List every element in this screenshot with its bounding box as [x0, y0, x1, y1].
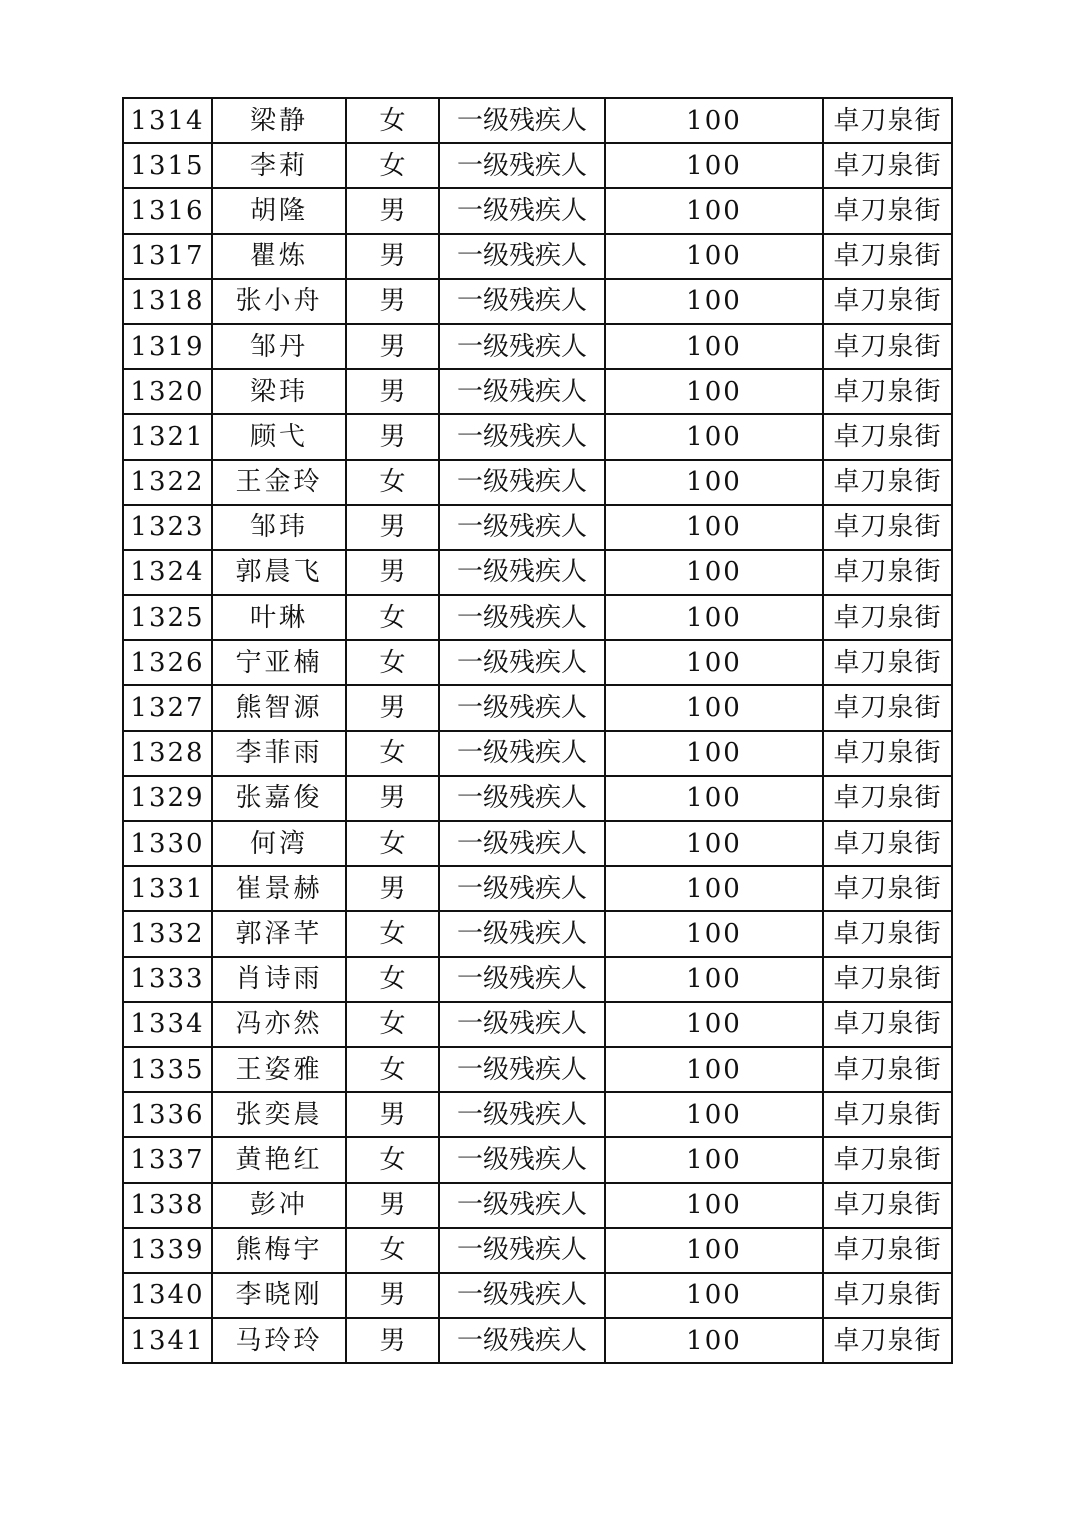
disability-level-cell: 一级残疾人: [439, 460, 605, 505]
table-row: [123, 1092, 952, 1137]
street-cell: 卓刀泉街: [823, 505, 952, 550]
table-row: [123, 460, 952, 505]
table-row: [123, 1318, 952, 1363]
disability-level-cell: 一级残疾人: [439, 1318, 605, 1363]
serial-number-cell: 1315: [123, 143, 212, 188]
gender-cell: 女: [346, 640, 439, 685]
serial-number-cell: 1331: [123, 866, 212, 911]
gender-cell: 男: [346, 505, 439, 550]
gender-cell: 女: [346, 957, 439, 1002]
table-row: [123, 957, 952, 1002]
disability-level-cell: 一级残疾人: [439, 1092, 605, 1137]
gender-cell: 女: [346, 911, 439, 956]
serial-number-cell: 1332: [123, 911, 212, 956]
serial-number-cell: 1340: [123, 1273, 212, 1318]
name-cell: 邹玮: [212, 505, 346, 550]
name-cell: 李菲雨: [212, 731, 346, 776]
gender-cell: 男: [346, 550, 439, 595]
serial-number-cell: 1329: [123, 776, 212, 821]
street-cell: 卓刀泉街: [823, 1047, 952, 1092]
gender-cell: 男: [346, 1092, 439, 1137]
serial-number-cell: 1318: [123, 279, 212, 324]
amount-cell: 100: [605, 369, 823, 414]
name-cell: 宁亚楠: [212, 640, 346, 685]
serial-number-cell: 1334: [123, 1002, 212, 1047]
disability-level-cell: 一级残疾人: [439, 731, 605, 776]
name-cell: 胡隆: [212, 188, 346, 233]
table-row: [123, 911, 952, 956]
table-row: [123, 143, 952, 188]
gender-cell: 女: [346, 460, 439, 505]
serial-number-cell: 1316: [123, 188, 212, 233]
serial-number-cell: 1330: [123, 821, 212, 866]
gender-cell: 女: [346, 1002, 439, 1047]
serial-number-cell: 1320: [123, 369, 212, 414]
name-cell: 张小舟: [212, 279, 346, 324]
table-row: [123, 369, 952, 414]
gender-cell: 女: [346, 731, 439, 776]
street-cell: 卓刀泉街: [823, 731, 952, 776]
table-row: [123, 776, 952, 821]
disability-level-cell: 一级残疾人: [439, 1228, 605, 1273]
disability-level-cell: 一级残疾人: [439, 866, 605, 911]
amount-cell: 100: [605, 685, 823, 730]
street-cell: 卓刀泉街: [823, 188, 952, 233]
name-cell: 张嘉俊: [212, 776, 346, 821]
amount-cell: 100: [605, 595, 823, 640]
gender-cell: 男: [346, 1318, 439, 1363]
table-row: [123, 414, 952, 459]
serial-number-cell: 1327: [123, 685, 212, 730]
subsidy-roster-table: [122, 97, 953, 1364]
disability-level-cell: 一级残疾人: [439, 911, 605, 956]
disability-level-cell: 一级残疾人: [439, 1183, 605, 1228]
serial-number-cell: 1338: [123, 1183, 212, 1228]
name-cell: 马玲玲: [212, 1318, 346, 1363]
street-cell: 卓刀泉街: [823, 640, 952, 685]
disability-level-cell: 一级残疾人: [439, 505, 605, 550]
street-cell: 卓刀泉街: [823, 550, 952, 595]
amount-cell: 100: [605, 1183, 823, 1228]
amount-cell: 100: [605, 98, 823, 143]
name-cell: 熊智源: [212, 685, 346, 730]
table-row: [123, 595, 952, 640]
disability-level-cell: 一级残疾人: [439, 324, 605, 369]
gender-cell: 女: [346, 595, 439, 640]
disability-level-cell: 一级残疾人: [439, 640, 605, 685]
serial-number-cell: 1326: [123, 640, 212, 685]
amount-cell: 100: [605, 550, 823, 595]
name-cell: 李莉: [212, 143, 346, 188]
amount-cell: 100: [605, 1002, 823, 1047]
name-cell: 梁玮: [212, 369, 346, 414]
name-cell: 郭泽芊: [212, 911, 346, 956]
gender-cell: 女: [346, 1137, 439, 1182]
name-cell: 李晓刚: [212, 1273, 346, 1318]
serial-number-cell: 1322: [123, 460, 212, 505]
name-cell: 王姿雅: [212, 1047, 346, 1092]
amount-cell: 100: [605, 1228, 823, 1273]
table-row: [123, 324, 952, 369]
amount-cell: 100: [605, 866, 823, 911]
table-row: [123, 640, 952, 685]
amount-cell: 100: [605, 957, 823, 1002]
gender-cell: 男: [346, 866, 439, 911]
street-cell: 卓刀泉街: [823, 1273, 952, 1318]
amount-cell: 100: [605, 640, 823, 685]
disability-level-cell: 一级残疾人: [439, 1002, 605, 1047]
name-cell: 崔景赫: [212, 866, 346, 911]
street-cell: 卓刀泉街: [823, 595, 952, 640]
table-row: [123, 1002, 952, 1047]
name-cell: 肖诗雨: [212, 957, 346, 1002]
amount-cell: 100: [605, 324, 823, 369]
street-cell: 卓刀泉街: [823, 1137, 952, 1182]
name-cell: 彭冲: [212, 1183, 346, 1228]
gender-cell: 男: [346, 776, 439, 821]
street-cell: 卓刀泉街: [823, 1228, 952, 1273]
table-row: [123, 98, 952, 143]
table-row: [123, 188, 952, 233]
gender-cell: 男: [346, 279, 439, 324]
street-cell: 卓刀泉街: [823, 143, 952, 188]
serial-number-cell: 1324: [123, 550, 212, 595]
street-cell: 卓刀泉街: [823, 234, 952, 279]
amount-cell: 100: [605, 911, 823, 956]
serial-number-cell: 1314: [123, 98, 212, 143]
table-row: [123, 1047, 952, 1092]
name-cell: 冯亦然: [212, 1002, 346, 1047]
street-cell: 卓刀泉街: [823, 866, 952, 911]
serial-number-cell: 1317: [123, 234, 212, 279]
disability-level-cell: 一级残疾人: [439, 776, 605, 821]
table-row: [123, 1273, 952, 1318]
table-row: [123, 234, 952, 279]
amount-cell: 100: [605, 731, 823, 776]
name-cell: 梁静: [212, 98, 346, 143]
street-cell: 卓刀泉街: [823, 821, 952, 866]
name-cell: 邹丹: [212, 324, 346, 369]
street-cell: 卓刀泉街: [823, 98, 952, 143]
table-body: [123, 98, 952, 1363]
amount-cell: 100: [605, 143, 823, 188]
amount-cell: 100: [605, 414, 823, 459]
disability-level-cell: 一级残疾人: [439, 143, 605, 188]
amount-cell: 100: [605, 1092, 823, 1137]
serial-number-cell: 1328: [123, 731, 212, 776]
gender-cell: 男: [346, 234, 439, 279]
serial-number-cell: 1335: [123, 1047, 212, 1092]
name-cell: 叶琳: [212, 595, 346, 640]
disability-level-cell: 一级残疾人: [439, 957, 605, 1002]
amount-cell: 100: [605, 1047, 823, 1092]
name-cell: 黄艳红: [212, 1137, 346, 1182]
amount-cell: 100: [605, 505, 823, 550]
table-row: [123, 866, 952, 911]
name-cell: 何湾: [212, 821, 346, 866]
gender-cell: 男: [346, 1183, 439, 1228]
street-cell: 卓刀泉街: [823, 1318, 952, 1363]
disability-level-cell: 一级残疾人: [439, 595, 605, 640]
street-cell: 卓刀泉街: [823, 279, 952, 324]
gender-cell: 男: [346, 369, 439, 414]
serial-number-cell: 1325: [123, 595, 212, 640]
gender-cell: 男: [346, 1273, 439, 1318]
disability-level-cell: 一级残疾人: [439, 98, 605, 143]
amount-cell: 100: [605, 1137, 823, 1182]
serial-number-cell: 1319: [123, 324, 212, 369]
street-cell: 卓刀泉街: [823, 1092, 952, 1137]
gender-cell: 女: [346, 143, 439, 188]
name-cell: 瞿炼: [212, 234, 346, 279]
disability-level-cell: 一级残疾人: [439, 550, 605, 595]
gender-cell: 女: [346, 821, 439, 866]
disability-level-cell: 一级残疾人: [439, 414, 605, 459]
serial-number-cell: 1321: [123, 414, 212, 459]
serial-number-cell: 1336: [123, 1092, 212, 1137]
amount-cell: 100: [605, 776, 823, 821]
disability-level-cell: 一级残疾人: [439, 234, 605, 279]
amount-cell: 100: [605, 1273, 823, 1318]
serial-number-cell: 1339: [123, 1228, 212, 1273]
disability-level-cell: 一级残疾人: [439, 369, 605, 414]
amount-cell: 100: [605, 460, 823, 505]
serial-number-cell: 1333: [123, 957, 212, 1002]
disability-level-cell: 一级残疾人: [439, 279, 605, 324]
table-row: [123, 731, 952, 776]
disability-level-cell: 一级残疾人: [439, 1137, 605, 1182]
street-cell: 卓刀泉街: [823, 776, 952, 821]
table-row: [123, 550, 952, 595]
serial-number-cell: 1323: [123, 505, 212, 550]
table-row: [123, 1137, 952, 1182]
gender-cell: 男: [346, 188, 439, 233]
serial-number-cell: 1341: [123, 1318, 212, 1363]
street-cell: 卓刀泉街: [823, 1183, 952, 1228]
name-cell: 顾弋: [212, 414, 346, 459]
table-row: [123, 685, 952, 730]
table-row: [123, 1228, 952, 1273]
disability-level-cell: 一级残疾人: [439, 188, 605, 233]
name-cell: 张奕晨: [212, 1092, 346, 1137]
street-cell: 卓刀泉街: [823, 1002, 952, 1047]
gender-cell: 女: [346, 1047, 439, 1092]
disability-level-cell: 一级残疾人: [439, 821, 605, 866]
gender-cell: 男: [346, 414, 439, 459]
street-cell: 卓刀泉街: [823, 460, 952, 505]
amount-cell: 100: [605, 279, 823, 324]
street-cell: 卓刀泉街: [823, 911, 952, 956]
street-cell: 卓刀泉街: [823, 685, 952, 730]
gender-cell: 女: [346, 98, 439, 143]
table-row: [123, 279, 952, 324]
name-cell: 熊梅宇: [212, 1228, 346, 1273]
amount-cell: 100: [605, 188, 823, 233]
gender-cell: 男: [346, 685, 439, 730]
amount-cell: 100: [605, 1318, 823, 1363]
table-row: [123, 1183, 952, 1228]
table-row: [123, 821, 952, 866]
street-cell: 卓刀泉街: [823, 324, 952, 369]
disability-level-cell: 一级残疾人: [439, 1047, 605, 1092]
serial-number-cell: 1337: [123, 1137, 212, 1182]
street-cell: 卓刀泉街: [823, 414, 952, 459]
amount-cell: 100: [605, 821, 823, 866]
street-cell: 卓刀泉街: [823, 957, 952, 1002]
amount-cell: 100: [605, 234, 823, 279]
table-row: [123, 505, 952, 550]
street-cell: 卓刀泉街: [823, 369, 952, 414]
gender-cell: 女: [346, 1228, 439, 1273]
name-cell: 王金玲: [212, 460, 346, 505]
disability-level-cell: 一级残疾人: [439, 685, 605, 730]
disability-level-cell: 一级残疾人: [439, 1273, 605, 1318]
name-cell: 郭晨飞: [212, 550, 346, 595]
gender-cell: 男: [346, 324, 439, 369]
